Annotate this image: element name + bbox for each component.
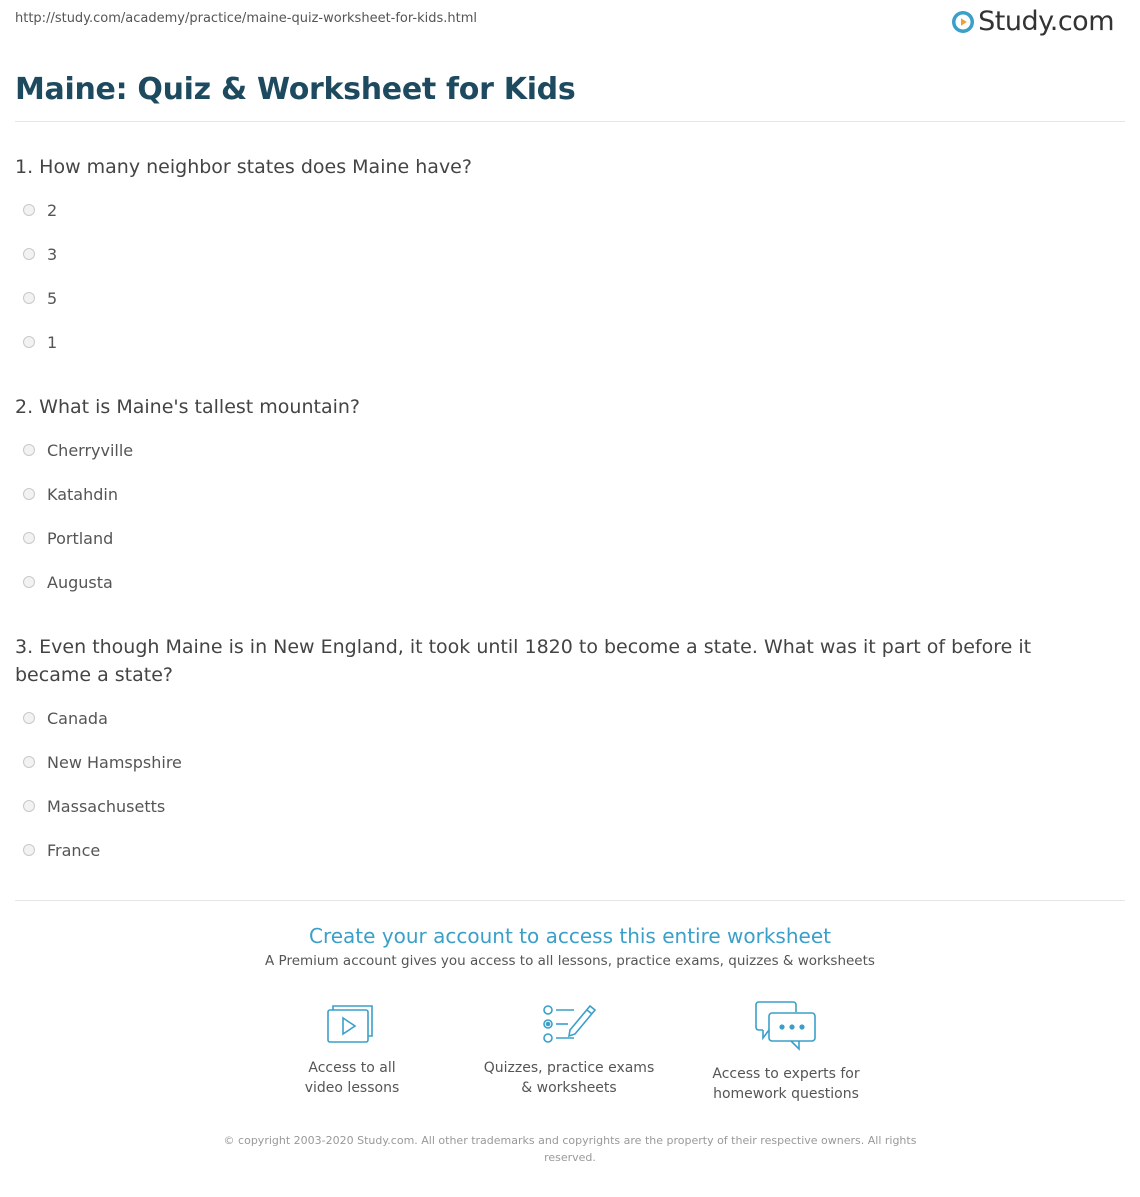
radio-button[interactable] [23, 444, 35, 456]
radio-button[interactable] [23, 712, 35, 724]
feature-video-lessons [252, 1000, 452, 1098]
feature-label-line: Access to all [308, 1060, 396, 1076]
answer-option[interactable]: 3 [23, 244, 57, 264]
logo-text: Study.com [978, 6, 1114, 37]
feature-label-line: video lessons [304, 1080, 400, 1096]
study-logo[interactable] [951, 6, 1114, 37]
cta-subtitle: A Premium account gives you access to all lessons, practice exams, quizzes & worksheets [265, 953, 875, 969]
question-2: 2. What is Maine's tallest mountain? [15, 396, 360, 418]
answer-option[interactable]: 1 [23, 332, 57, 352]
question-1: 1. How many neighbor states does Maine have? [15, 156, 472, 178]
radio-button[interactable] [23, 204, 35, 216]
cta-divider [15, 900, 1125, 901]
page-title: Maine: Quiz & Worksheet for Kids [15, 72, 576, 107]
radio-button[interactable] [23, 844, 35, 856]
radio-button[interactable] [23, 756, 35, 768]
answer-option[interactable]: Katahdin [23, 484, 118, 504]
radio-button[interactable] [23, 292, 35, 304]
chat-icon [753, 1000, 819, 1052]
answer-option[interactable]: Cherryville [23, 440, 133, 460]
answer-option[interactable]: 5 [23, 288, 57, 308]
feature-label-line: Access to experts for [712, 1066, 860, 1082]
radio-button[interactable] [23, 488, 35, 500]
answer-option[interactable]: Massachusetts [23, 796, 165, 816]
question-3: 3. Even though Maine is in New England, it took until 1820 to become a state. What was it part of before it became a state? [15, 636, 1032, 686]
feature-experts [686, 1000, 886, 1104]
video-icon [324, 1000, 380, 1046]
answer-option[interactable]: Augusta [23, 572, 113, 592]
create-account-link[interactable]: Create your account to access this entire worksheet [309, 924, 831, 948]
play-logo-icon [951, 10, 975, 34]
title-divider [15, 121, 1125, 122]
feature-quizzes [469, 1000, 669, 1098]
answer-option[interactable]: 2 [23, 200, 57, 220]
copyright-notice: © copyright 2003-2020 Study.com. All other trademarks and copyrights are the property of their respective owners. All rights reserved. [223, 1134, 917, 1164]
answer-option[interactable]: France [23, 840, 100, 860]
answer-option[interactable]: New Hamspshire [23, 752, 182, 772]
radio-button[interactable] [23, 800, 35, 812]
feature-label-line: & worksheets [521, 1080, 617, 1096]
radio-button[interactable] [23, 248, 35, 260]
answer-option[interactable]: Portland [23, 528, 113, 548]
radio-button[interactable] [23, 532, 35, 544]
answer-option[interactable]: Canada [23, 708, 108, 728]
quiz-icon [540, 1000, 598, 1046]
radio-button[interactable] [23, 336, 35, 348]
feature-label-line: homework questions [713, 1086, 859, 1102]
feature-label-line: Quizzes, practice exams [483, 1060, 655, 1076]
radio-button[interactable] [23, 576, 35, 588]
page-url: http://study.com/academy/practice/maine-quiz-worksheet-for-kids.html [15, 11, 478, 26]
